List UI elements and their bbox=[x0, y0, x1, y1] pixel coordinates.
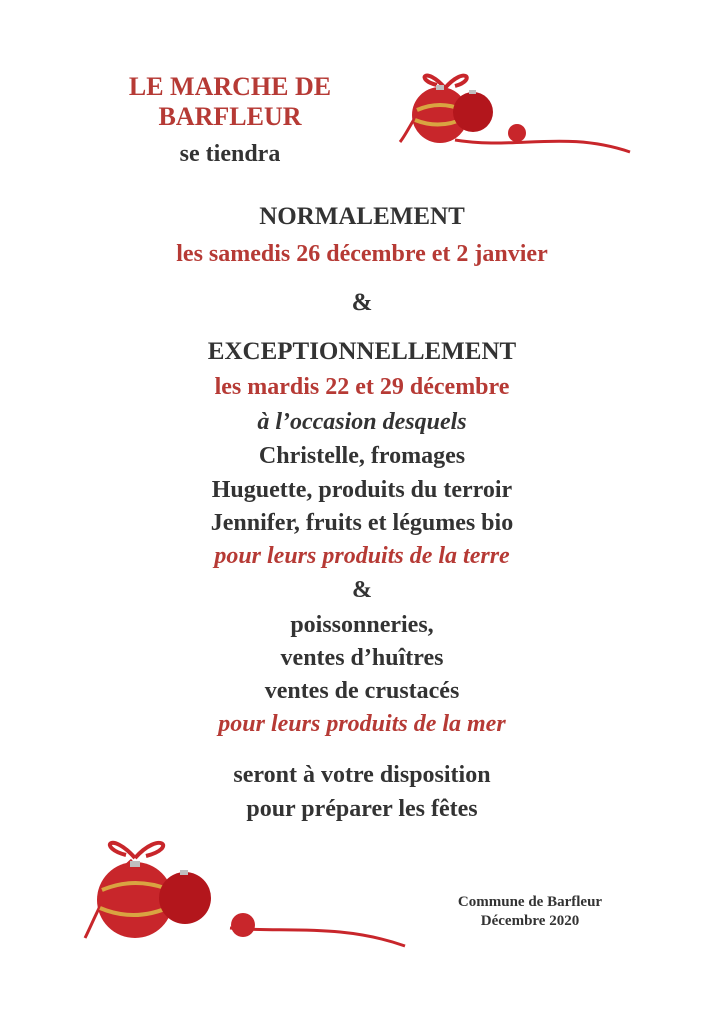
title-line-2: BARFLEUR bbox=[158, 102, 302, 131]
title-line-1: LE MARCHE DE bbox=[128, 72, 332, 101]
sea-item-3: ventes de crustacés bbox=[264, 678, 460, 704]
footer bbox=[440, 893, 620, 931]
vendor-3: Jennifer, fruits et légumes bio bbox=[210, 510, 514, 536]
ampersand-1: & bbox=[351, 289, 373, 316]
poster-title bbox=[100, 72, 360, 132]
christmas-bauble-bottom-icon bbox=[80, 828, 410, 958]
vendor-1: Christelle, fromages bbox=[258, 443, 466, 469]
closing-line-1: seront à votre disposition bbox=[233, 762, 491, 788]
normal-heading: NORMALEMENT bbox=[259, 203, 465, 230]
vendor-2: Huguette, produits du terroir bbox=[211, 477, 513, 503]
christmas-bauble-top-icon bbox=[395, 60, 635, 160]
closing-line-2: pour préparer les fêtes bbox=[246, 796, 478, 822]
footer-line-1: Commune de Barfleur bbox=[457, 894, 603, 910]
sea-item-2: ventes d’huîtres bbox=[280, 645, 444, 671]
exceptional-dates: les mardis 22 et 29 décembre bbox=[214, 374, 510, 400]
occasion-line: à l’occasion desquels bbox=[257, 409, 467, 435]
sea-item-1: poissonneries, bbox=[290, 612, 434, 638]
exceptional-heading: EXCEPTIONNELLEMENT bbox=[207, 338, 517, 365]
subtitle: se tiendra bbox=[179, 141, 281, 167]
land-tagline: pour leurs produits de la terre bbox=[214, 543, 510, 569]
ampersand-2: & bbox=[352, 577, 372, 603]
footer-line-2: Décembre 2020 bbox=[480, 913, 580, 929]
sea-tagline: pour leurs produits de la mer bbox=[218, 711, 506, 737]
normal-dates: les samedis 26 décembre et 2 janvier bbox=[176, 241, 548, 267]
